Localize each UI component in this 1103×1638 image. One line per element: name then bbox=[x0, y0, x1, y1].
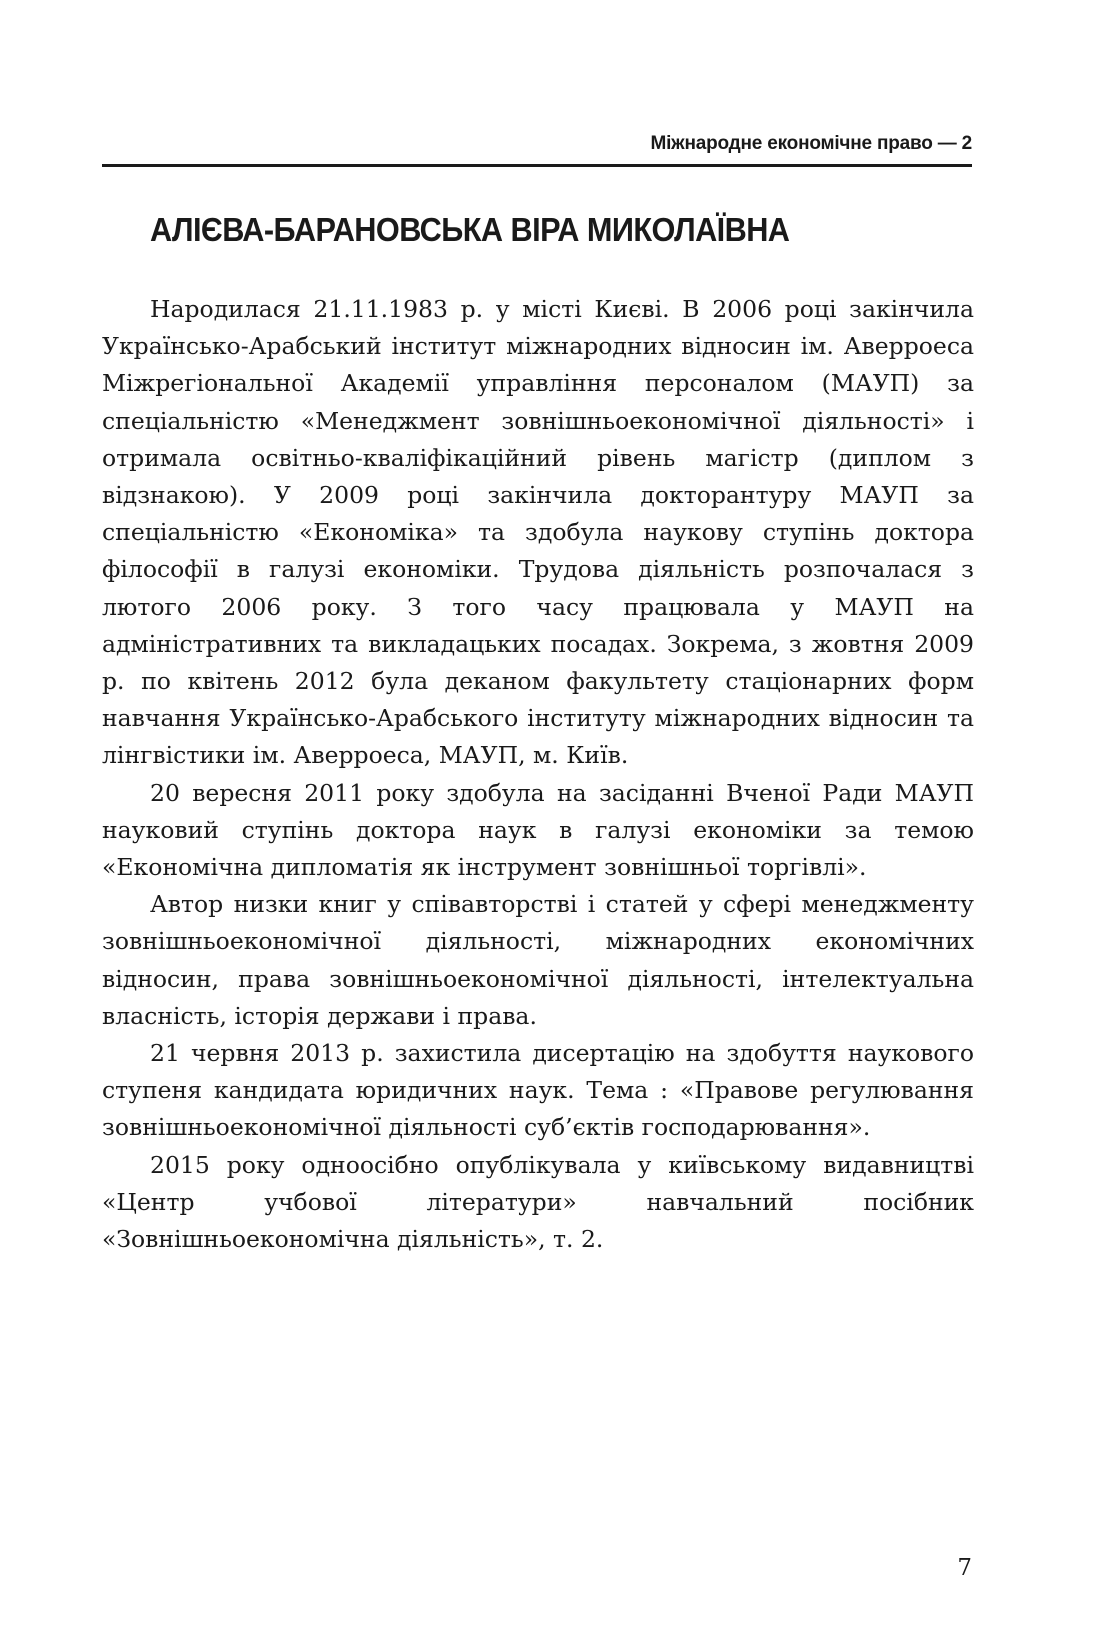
running-header: Міжнародне економічне право — 2 bbox=[650, 133, 972, 154]
article-body bbox=[102, 291, 974, 1258]
page-number: 7 bbox=[957, 1555, 972, 1581]
paragraph-doctorate: 20 вересня 2011 року здобула на засіданні Вченої Ради МАУП науковий ступінь доктора наук в галузі економіки за темою «Економічна дипломатія як інструмент зовнішньої торгівлі». bbox=[102, 778, 974, 882]
paragraph-textbook: 2015 року одноосібно опублікувала у київському видавництві «Центр учбової літератури» навчальний посібник «Зовнішньоекономічна діяльність», т. 2. bbox=[102, 1150, 974, 1254]
paragraph-publications: Автор низки книг у співавторстві і статей у сфері менеджменту зовнішньоекономічної діяльності, міжнародних економічних відносин, права зовнішньоекономічної діяльності, інтелектуальна власність, історія держави і права. bbox=[102, 890, 974, 1030]
header-rule bbox=[102, 164, 972, 167]
paragraph-dissertation: 21 червня 2013 р. захистила дисертацію на здобуття наукового ступеня кандидата юридичних наук. Тема : «Правове регулювання зовнішньоекономічної діяльності суб’єктів господарювання». bbox=[102, 1039, 974, 1142]
paragraph-biography: Народилася 21.11.1983 р. у місті Києві. В 2006 році закінчила Українсько-Арабський інститут міжнародних відносин ім. Аверроеса Міжрегіональної Академії управління персоналом (МАУП) за спеціальністю «Менеджмент зовнішньоекономічної діяльності» і отримала освітньо-кваліфікаційний рівень магістр (диплом з відзнакою). У 2009 році закінчила докторантуру МАУП за спеціальністю «Економіка» та здобула наукову ступінь доктора філософії в галузі економіки. Трудова діяльність розпочалася з лютого 2006 року. З того часу працювала у МАУП на адміністративних та викладацьких посадах. Зокрема, з жовтня 2009 р. по квітень 2012 була деканом факультету стаціонарних форм навчання Українсько-Арабського інституту міжнародних відносин та лінгвістики ім. Аверроеса, МАУП, м. Київ. bbox=[102, 295, 974, 770]
article-title: АЛІЄВА-БАРАНОВСЬКА ВІРА МИКОЛАЇВНА bbox=[150, 211, 790, 248]
